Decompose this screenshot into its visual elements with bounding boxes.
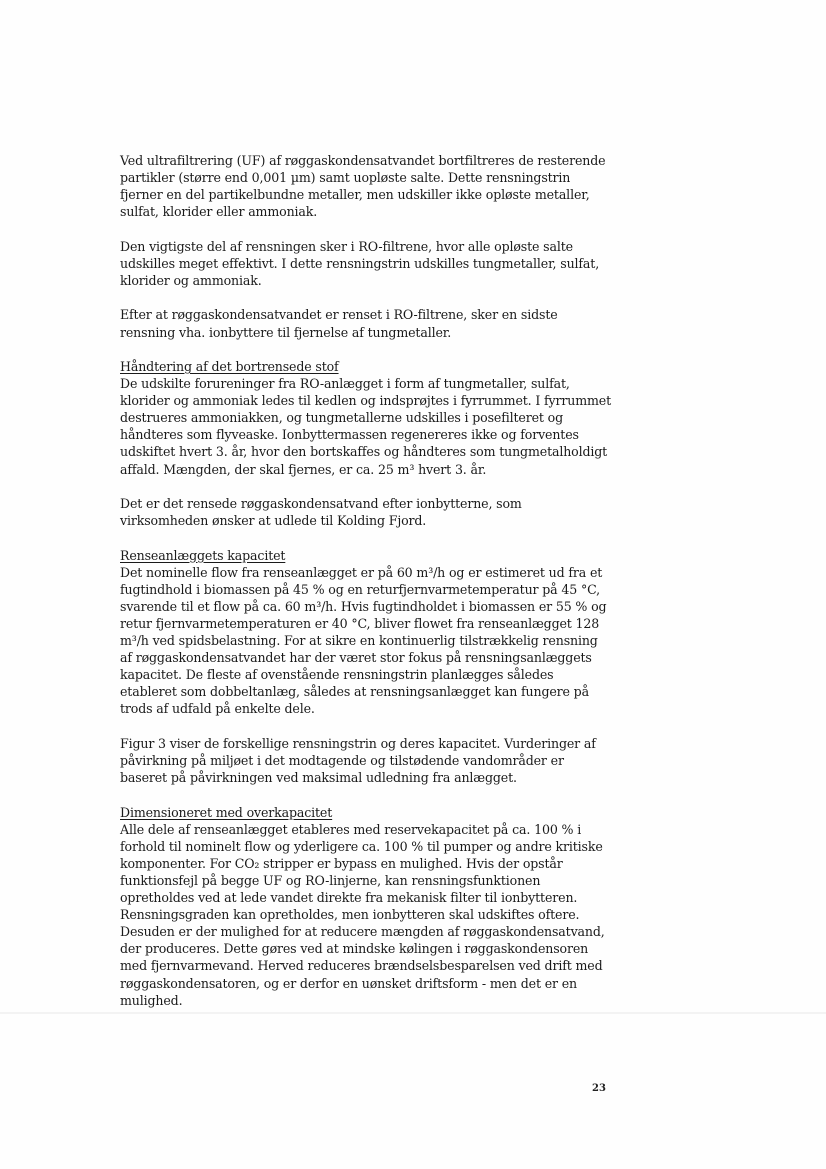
document-body [120, 152, 612, 1026]
scan-divider [0, 1012, 826, 1014]
section-handling [120, 358, 612, 478]
section-heading-overcapacity: Dimensioneret med overkapacitet [120, 804, 333, 820]
paragraph-ultrafiltration: Ved ultrafiltrering (UF) af røggaskondensatvandet bortfiltreres de resterende partikler (større end 0,001 µm) samt uopløste salte. Dette rensningstrin fjerner en del partikelbundne metaller, men udskiller ikke opløste metaller, sulfat, klorider eller ammoniak. [120, 153, 606, 220]
section-body-handling: De udskilte forureninger fra RO-anlægget i form af tungmetaller, sulfat, klorider og ammoniak ledes til kedlen og indsprøjtes i fyrrummet. I fyrrummet destrueres ammoniakken, og tungmetallerne udskilles i posefilteret og håndteres som flyveaske. Ionbyttermassen regenereres ikke og forventes udskiftet hvert 3. år, hvor den bortskaffes og håndteres som tungmetalholdigt affald. Mængden, der skal fjernes, er ca. 25 m³ hvert 3. år. [120, 376, 612, 477]
section-capacity [120, 547, 612, 718]
paragraph-ro-filters: Den vigtigste del af rensningen sker i RO-filtrene, hvor alle opløste salte udskilles meget effektivt. I dette rensningstrin udskilles tungmetaller, sulfat, klorider og ammoniak. [120, 238, 600, 288]
paragraph-kolding-fjord: Det er det rensede røggaskondensatvand efter ionbytterne, som virksomheden ønsker at udlede til Kolding Fjord. [120, 496, 522, 529]
section-overcapacity [120, 804, 612, 1009]
section-body-capacity: Det nominelle flow fra renseanlægget er på 60 m³/h og er estimeret ud fra et fugtindhold i biomassen på 45 % og en returfjernvarmetemperatur på 45 °C, svarende til et flow på ca. 60 m³/h. Hvis fugtindholdet i biomassen er 55 % og retur fjernvarmetemperaturen er 40 °C, bliver flowet fra renseanlægget 128 m³/h ved spidsbelastning. For at sikre en kontinuerlig tilstrækkelig rensning af røggaskondensatvandet har der været stor fokus på rensningsanlæggets kapacitet. De fleste af ovenstående rensningstrin planlægges således etableret som dobbeltanlæg, således at rensningsanlægget kan fungere på trods af udfald på enkelte dele. [120, 564, 607, 717]
page-number: 23 [592, 1083, 606, 1094]
section-body-overcapacity: Alle dele af renseanlægget etableres med reservekapacitet på ca. 100 % i forhold til nominelt flow og yderligere ca. 100 % til pumper og andre kritiske komponenter. For CO₂ stripper er bypass en mulighed. Hvis der opstår funktionsfejl på begge UF og RO-linjerne, kan rensningsfunktionen opretholdes ved at lede vandet direkte fra mekanisk filter til ionbytteren. Rensningsgraden kan opretholdes, men ionbytteren skal udskiftes oftere. Desuden er der mulighed for at reducere mængden af røggaskondensatvand, der produceres. Dette gøres ved at mindske kølingen i røggaskondensoren med fjernvarmevand. Herved reduceres brændselsbesparelsen ved drift med røggaskondensatoren, og er derfor en uønsket driftsform - men det er en mulighed. [120, 821, 605, 1008]
paragraph-ion-exchange: Efter at røggaskondensatvandet er renset i RO-filtrene, sker en sidste rensning vha. ionbyttere til fjernelse af tungmetaller. [120, 307, 558, 340]
section-heading-handling: Håndtering af det bortrensede stof [120, 359, 339, 375]
paragraph-figure-reference: Figur 3 viser de forskellige rensningstrin og deres kapacitet. Vurderinger af påvirkning på miljøet i det modtagende og tilstødende vandområder er baseret på påvirkningen ved maksimal udledning fra anlægget. [120, 735, 596, 786]
section-heading-capacity: Renseanlæggets kapacitet [120, 547, 286, 563]
